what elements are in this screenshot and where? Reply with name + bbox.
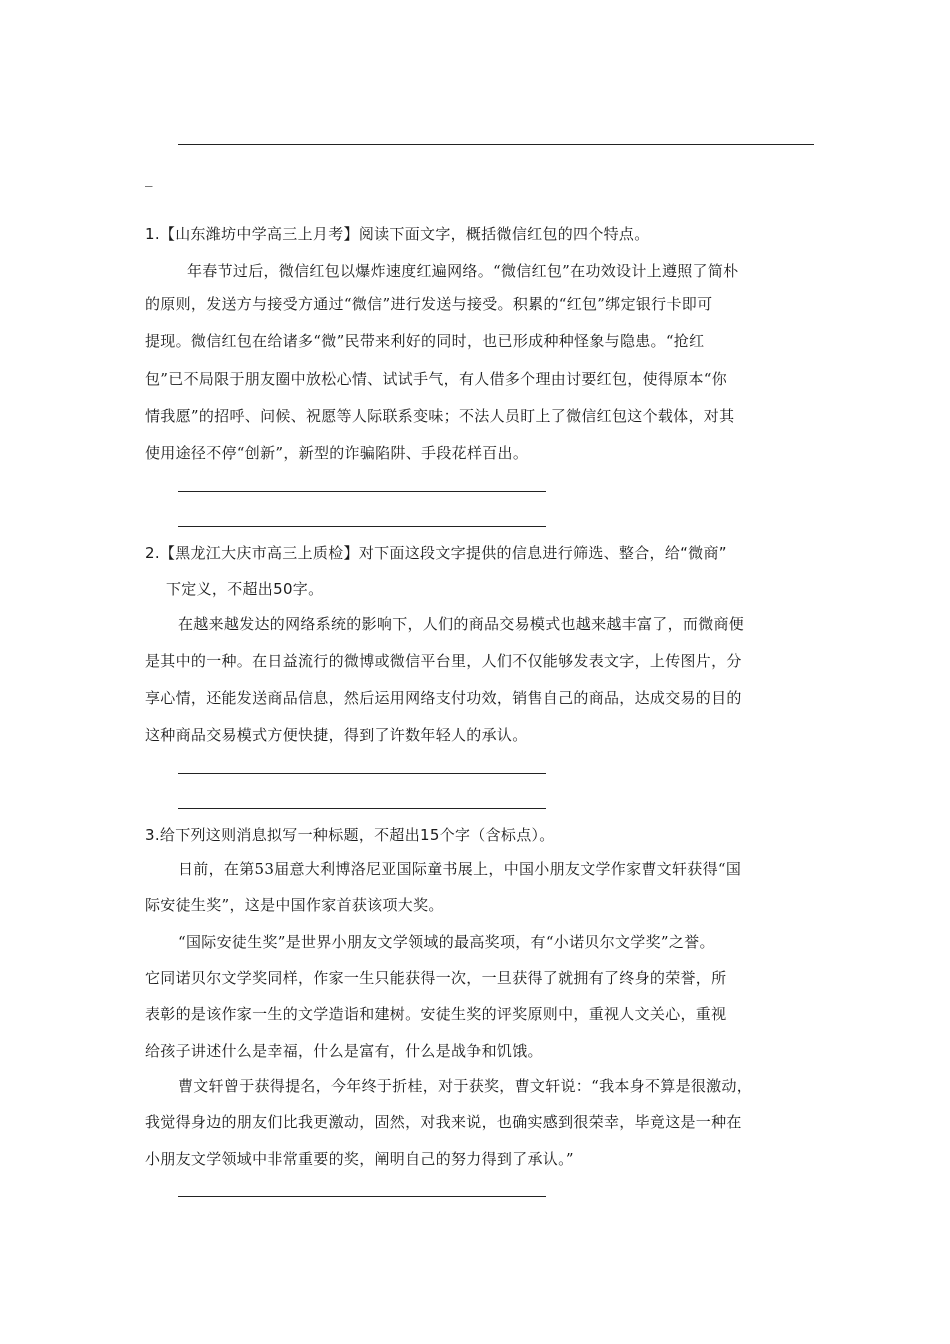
q3-line-9: 小朋友文学领域中非常重要的奖，阐明自己的努力得到了承认。” [145,1150,574,1168]
q2-line-2: 是其中的一种。在日益流行的微博或微信平台里，人们不仅能够发表文字，上传图片，分 [145,652,742,670]
q3-line-2: 际安徒生奖”，这是中国作家首获该项大奖。 [145,896,444,914]
q1-answer-line-1[interactable] [178,491,546,492]
q1-line-5: 情我愿”的招呼、问候、祝愿等人际联系变味；不法人员盯上了微信红包这个载体，对其 [145,407,735,425]
q2-line-3: 享心情，还能发送商品信息，然后运用网络支付功效，销售自己的商品，达成交易的目的 [145,689,742,707]
q3-answer-line[interactable] [178,1196,546,1197]
question-3-title: 3.给下列这则消息拟写一种标题，不超出15个字（含标点）。 [145,826,555,844]
q3-line-5: 表彰的是该作家一生的文学造诣和建树。安徒生奖的评奖原则中，重视人文关心，重视 [145,1005,727,1023]
q1-line-1: 年春节过后，微信红包以爆炸速度红遍网络。“微信红包”在功效设计上遵照了简朴 [187,262,739,280]
trailing-dash: _ [145,169,153,187]
q3-line-4: 它同诺贝尔文学奖同样，作家一生只能获得一次，一旦获得了就拥有了终身的荣誉，所 [145,969,727,987]
q3-line-8: 我觉得身边的朋友们比我更激动，固然，对我来说，也确实感到很荣幸，毕竟这是一种在 [145,1113,742,1131]
q2-answer-line-2[interactable] [178,808,546,809]
q3-line-1: 日前，在第53届意大利博洛尼亚国际童书展上，中国小朋友文学作家曹文轩获得“国 [178,860,742,878]
question-2-title-cont: 下定义，不超出50字。 [166,580,324,598]
q1-line-2: 的原则，发送方与接受方通过“微信”进行发送与接受。积累的“红包”绑定银行卡即可 [145,295,713,313]
answer-line-top [178,144,814,145]
q2-answer-line-1[interactable] [178,773,546,774]
q1-line-3: 提现。微信红包在给诸多“微”民带来利好的同时，也已形成种种怪象与隐患。“抢红 [145,332,705,350]
q1-line-6: 使用途径不停“创新”，新型的诈骗陷阱、手段花样百出。 [145,444,529,462]
q1-answer-line-2[interactable] [178,526,546,527]
question-1-title: 1.【山东潍坊中学高三上月考】阅读下面文字，概括微信红包的四个特点。 [145,225,650,243]
question-2-title: 2.【黑龙江大庆市高三上质检】对下面这段文字提供的信息进行筛选、整合，给“微商” [145,544,727,562]
q2-line-4: 这种商品交易模式方便快捷，得到了许数年轻人的承认。 [145,726,528,744]
q3-line-7: 曹文轩曾于获得提名，今年终于折桂，对于获奖，曹文轩说：“我本身不算是很激动， [178,1077,753,1095]
q2-line-1: 在越来越发达的网络系统的影响下，人们的商品交易模式也越来越丰富了，而微商便 [178,615,745,633]
q1-line-4: 包”已不局限于朋友圈中放松心情、试试手气，有人借多个理由讨要红包，使得原本“你 [145,370,728,388]
q3-line-3: “国际安徒生奖”是世界小朋友文学领域的最高奖项，有“小诺贝尔文学奖”之誉。 [178,933,715,951]
q3-line-6: 给孩子讲述什么是幸福，什么是富有，什么是战争和饥饿。 [145,1042,543,1060]
